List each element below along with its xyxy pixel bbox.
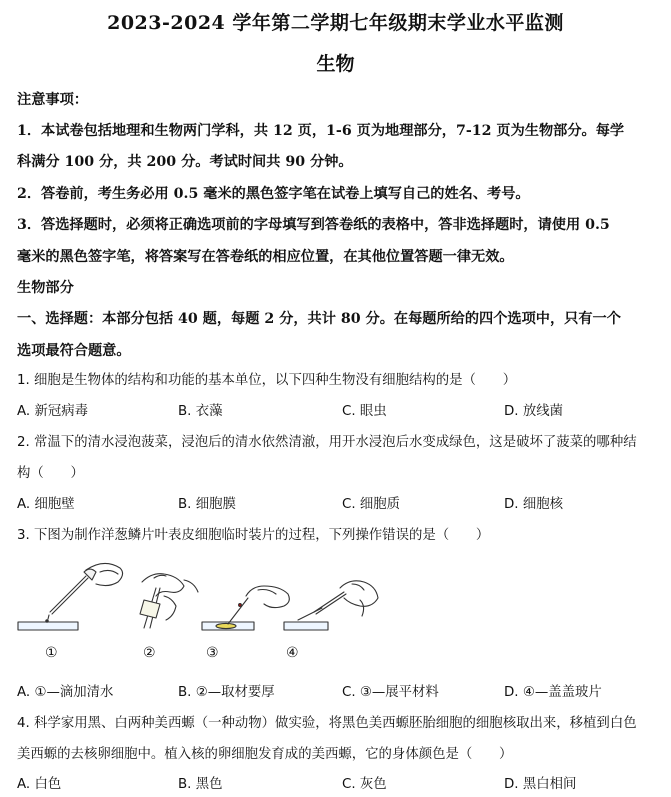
note-3-line-2: 毫米的黑色签字笔，将答案写在答卷纸的相应位置，在其他位置答题一律无效。 [17, 249, 514, 265]
section-title: 生物部分 [17, 280, 74, 296]
figure-4-coverslip [284, 581, 378, 630]
question-3-stem: 3. 下图为制作洋葱鳞片叶表皮细胞临时装片的过程，下列操作错误的是（ ） [17, 528, 490, 543]
section-intro-line-1: 一、选择题：本部分包括 40 题，每题 2 分，共计 80 分。在每题所给的四个选项中，只有一个 [17, 311, 621, 327]
question-2-stem-line-1: 2. 常温下的清水浸泡菠菜，浸泡后的清水依然清澈，用开水浸泡后水变成绿色，这是破坏了菠菜的哪种结 [17, 435, 637, 450]
question-1-stem: 1. 细胞是生物体的结构和功能的基本单位，以下四种生物没有细胞结构的是（ ） [17, 373, 517, 388]
question-4-stem-line-2: 美西螈的去核卵细胞中。植入核的卵细胞发育成的美西螈，它的身体颜色是（ ） [17, 747, 513, 762]
question-3-option-b: B. ②—取材要厚 [178, 685, 275, 700]
question-2-option-d: D. 细胞核 [504, 497, 563, 512]
question-4-stem-line-1: 4. 科学家用黑、白两种美西螈（一种动物）做实验，将黑色美西螈胚胎细胞的细胞核取出来，移植到白色 [17, 716, 637, 731]
question-2-stem-line-2: 构（ ） [17, 466, 84, 481]
question-3-option-d: D. ④—盖盖玻片 [504, 685, 602, 700]
notes-heading: 注意事项： [17, 92, 88, 108]
question-2-option-a: A. 细胞壁 [17, 497, 75, 512]
figure-label-4: ④ [286, 645, 299, 661]
question-4-option-b: B. 黑色 [178, 777, 223, 792]
question-2-option-c: C. 细胞质 [342, 497, 401, 512]
figure-2-forceps [140, 574, 198, 628]
question-1-option-d: D. 放线菌 [504, 404, 563, 419]
question-1-option-b: B. 衣藻 [178, 404, 223, 419]
note-1-line-2: 科满分 100 分，共 200 分。考试时间共 90 分钟。 [17, 154, 353, 170]
note-2: 2．答卷前，考生务必用 0.5 毫米的黑色签字笔在试卷上填写自己的姓名、考号。 [17, 186, 530, 202]
figure-label-3: ③ [206, 645, 219, 661]
question-4-option-c: C. 灰色 [342, 777, 387, 792]
exam-title: 2023-2024 学年第二学期七年级期末学业水平监测 [107, 12, 564, 34]
subject-title: 生物 [316, 53, 355, 75]
figure-label-2: ② [143, 645, 156, 661]
slide-preparation-figure [14, 560, 394, 640]
note-1-line-1: 1．本试卷包括地理和生物两门学科，共 12 页，1-6 页为地理部分，7-12 页为生物部分。每学 [17, 123, 625, 139]
figure-1-dropper [18, 563, 123, 630]
question-1-option-a: A. 新冠病毒 [17, 404, 88, 419]
figure-label-1: ① [45, 645, 58, 661]
question-1-option-c: C. 眼虫 [342, 404, 387, 419]
note-3-line-1: 3．答选择题时，必须将正确选项前的字母填写到答卷纸的表格中，答非选择题时，请使用 0.5 [17, 217, 610, 233]
section-intro-line-2: 选项最符合题意。 [17, 343, 131, 359]
figure-3-needle [202, 586, 289, 630]
question-3-option-a: A. ①—滴加清水 [17, 685, 114, 700]
question-4-option-d: D. 黑白相间 [504, 777, 577, 792]
question-3-option-c: C. ③—展平材料 [342, 685, 439, 700]
question-4-option-a: A. 白色 [17, 777, 62, 792]
question-2-option-b: B. 细胞膜 [178, 497, 236, 512]
